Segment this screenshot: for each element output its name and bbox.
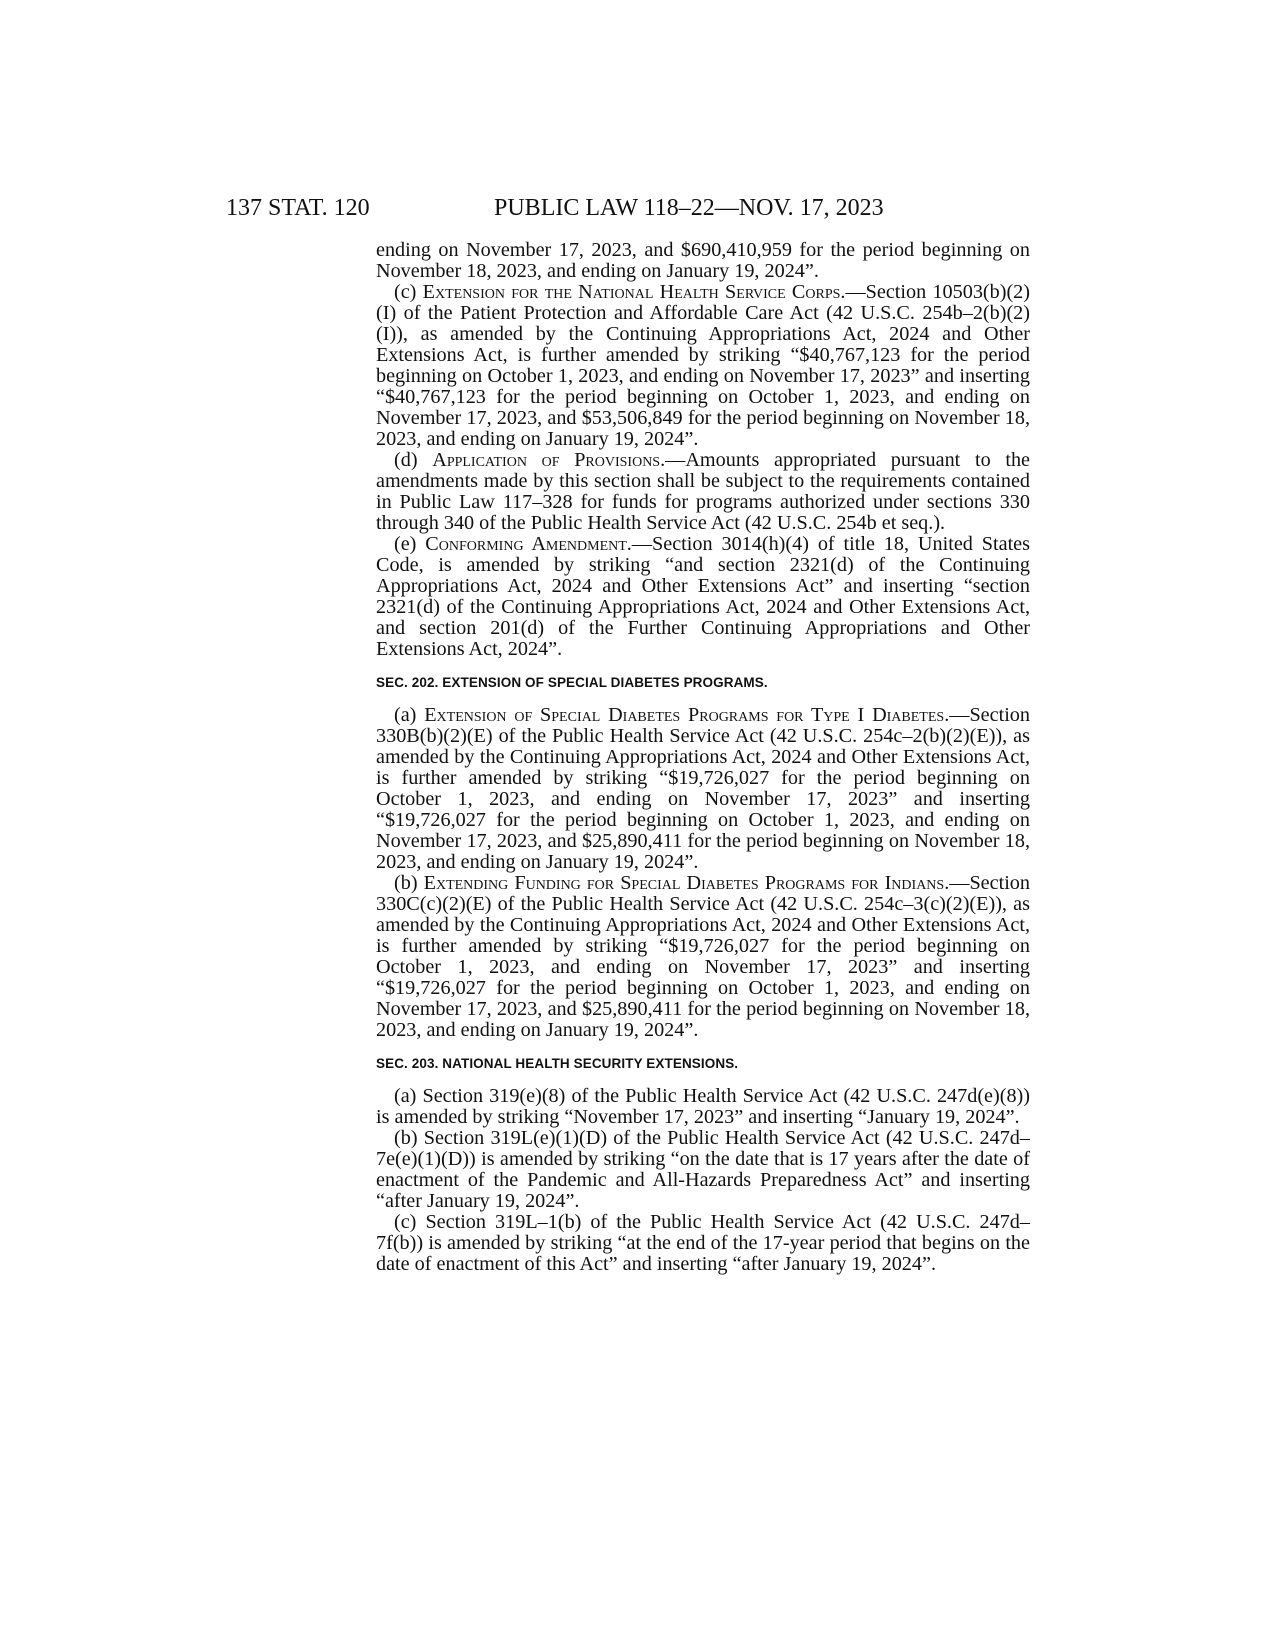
subsection-title: Application of Provisions: [432, 449, 661, 471]
subsection-title: Extension for the National Health Service Corps: [422, 281, 841, 303]
section-203-subsection-a: (a) Section 319(e)(8) of the Public Health Service Act (42 U.S.C. 247d(e)(8)) is amended by striking “November 17, 2023” and inserting “January 19, 2024”.: [376, 1085, 1030, 1128]
subsection-text: .—Section 330B(b)(2)(E) of the Public Health Service Act (42 U.S.C. 254c–2(b)(2)(E)), as amended by the Continuing Appropriations Act, 2024 and Other Extensions Act, is further amended by striking “$19,726,027 for the period beginning on October 1, 2023, and ending on November 17, 2023” and inserting “$19,726,027 for the period beginning on October 1, 2023, and ending on November 17, 2023, and $25,890,411 for the period beginning on November 18, 2023, and ending on January 19, 2024”.: [376, 704, 1030, 873]
subsection-text: .—Amounts appropriated pursuant to the amendments made by this section shall be subject to the requirements contained in Public Law 117–328 for funds for programs authorized under sections 330 through 340 of the Public Health Service Act (42 U.S.C. 254b et seq.).: [376, 449, 1031, 534]
section-202-subsection-b: [376, 873, 1030, 1041]
subsection-label: (d): [394, 449, 433, 471]
subsection-title: Extending Funding for Special Diabetes Programs for Indians: [423, 872, 945, 894]
section-203-heading: SEC. 203. NATIONAL HEALTH SECURITY EXTENSIONS.: [376, 1056, 739, 1071]
section-202-subsection-a: [376, 705, 1030, 873]
subsection-text: .—Section 3014(h)(4) of title 18, United States Code, is amended by striking “and section 2321(d) of the Continuing Appropriations Act, 2024 and Other Extensions Act” and inserting “section 2321(d) of the Continuing Appropriations Act, 2024 and Other Extensions Act, and section 201(d) of the Further Continuing Appropriations and Other Extensions Act, 2024”.: [376, 533, 1030, 660]
subsection-c: [376, 282, 1030, 450]
subsection-title: Conforming Amendment: [425, 533, 627, 555]
section-203-subsection-b: (b) Section 319L(e)(1)(D) of the Public Health Service Act (42 U.S.C. 247d–7e(e)(1)(D)) is amended by striking “on the date that is 17 years after the date of enactment of the Pandemic and All-Hazards Preparedness Act” and inserting “after January 19, 2024”.: [376, 1127, 1030, 1212]
subsection-label: (c): [394, 281, 423, 303]
section-203-subsection-c: (c) Section 319L–1(b) of the Public Health Service Act (42 U.S.C. 247d–7f(b)) is amended by striking “at the end of the 17-year period that begins on the date of enactment of this Act” and inserting “after January 19, 2024”.: [376, 1211, 1030, 1275]
subsection-e: [376, 534, 1030, 660]
section-202-heading: SEC. 202. EXTENSION OF SPECIAL DIABETES PROGRAMS.: [376, 675, 768, 690]
subsection-label: (b): [394, 872, 424, 894]
subsection-text: .—Section 330C(c)(2)(E) of the Public Health Service Act (42 U.S.C. 254c–3(c)(2)(E)), as amended by the Continuing Appropriations Act, 2024 and Other Extensions Act, is further amended by striking “$19,726,027 for the period beginning on October 1, 2023, and ending on November 17, 2023” and inserting “$19,726,027 for the period beginning on October 1, 2023, and ending on November 17, 2023, and $25,890,411 for the period beginning on November 18, 2023, and ending on January 19, 2024”.: [376, 872, 1030, 1041]
document-body: [376, 240, 1030, 1275]
running-head: [226, 188, 1036, 228]
subsection-title: Extension of Special Diabetes Programs for Type I Diabetes: [424, 704, 945, 726]
continued-paragraph: ending on November 17, 2023, and $690,410,959 for the period beginning on November 18, 2023, and ending on January 19, 2024”.: [376, 239, 1030, 282]
subsection-d: [376, 450, 1030, 534]
stat-page-reference: 137 STAT. 120: [226, 195, 370, 221]
subsection-label: (e): [394, 533, 426, 555]
subsection-text: .—Section 10503(b)(2)(I) of the Patient Protection and Affordable Care Act (42 U.S.C. 254b–2(b)(2)(I)), as amended by the Continuing Appropriations Act, 2024 and Other Extensions Act, is further amended by striking “$40,767,123 for the period beginning on October 1, 2023, and ending on November 17, 2023” and inserting “$40,767,123 for the period beginning on October 1, 2023, and ending on November 17, 2023, and $53,506,849 for the period beginning on November 18, 2023, and ending on January 19, 2024”.: [376, 281, 1030, 450]
public-law-reference: PUBLIC LAW 118–22—NOV. 17, 2023: [494, 195, 884, 221]
subsection-label: (a): [394, 704, 425, 726]
